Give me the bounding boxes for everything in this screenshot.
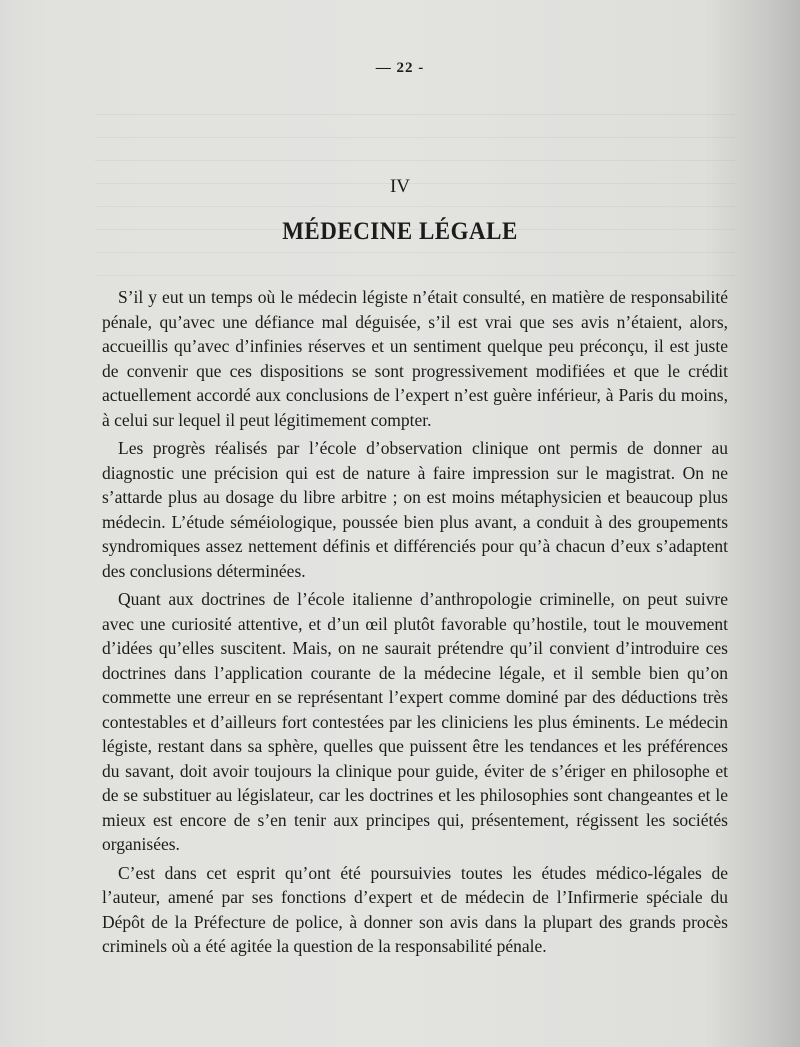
body-text	[102, 285, 728, 963]
page-number: — 22 -	[375, 60, 425, 76]
paragraph: C’est dans cet esprit qu’ont été poursuivies toutes les études médico-légales de l’auteur, amené par ses fonctions d’expert et de médecin de l’Infirmerie spéciale du Dépôt de la Préfecture de police, à donner son avis dans la plupart des grands procès criminels où a été agitée la question de la responsabilité pénale.	[102, 862, 728, 956]
section-title: MÉDECINE LÉGALE	[282, 216, 518, 245]
paragraph: Les progrès réalisés par l’école d’observation clinique ont permis de donner au diagnostic une précision qui est de nature à faire impression sur le magistrat. On ne s’attarde plus au dosage du libre arbitre ; on est moins métaphysicien et beaucoup plus médecin. L’étude séméiologique, poussée bien plus avant, a conduit à des groupements syndromiques assez nettement définis et différenciés pour qu’à chacun d’eux s’adaptent des conclusions déterminées.	[102, 438, 728, 581]
paragraph: Quant aux doctrines de l’école italienne d’anthropologie criminelle, on peut suivre avec une curiosité attentive, et d’un œil plutôt favorable qu’hostile, tout le mouvement d’idées qu’elles suscitent. Mais, on ne saurait prétendre qu’il convient d’introduire ces doctrines dans l’application courante de la médecine légale, et il semble bien qu’on commette une erreur en se représentant l’expert comme dominé par des déductions très contestables et d’ailleurs fort contestées par les cliniciens les plus éminents. Le médecin légiste, restant dans sa sphère, quelles que puissent être les tendances et les préférences du savant, doit avoir toujours la clinique pour guide, éviter de s’ériger en philosophe et de se substituer au législateur, car les doctrines et les philosophies sont changeantes et le mieux est encore de s’en tenir aux principes qui, présentement, régissent les sociétés organisées.	[102, 589, 728, 854]
paragraph: S’il y eut un temps où le médecin légiste n’était consulté, en matière de responsabilité pénale, qu’avec une défiance mal déguisée, s’il est vrai que ses avis n’étaient, alors, accueillis qu’avec d’infinies réserves et un sentiment quelque peu préconçu, il est juste de convenir que ces dispositions se sont progressivement modifiées et que le crédit actuellement accordé aux conclusions de l’expert n’est guère inférieur, à Paris du moins, à celui sur lequel il peut légitimement compter.	[102, 287, 728, 430]
section-number: IV	[389, 176, 411, 197]
